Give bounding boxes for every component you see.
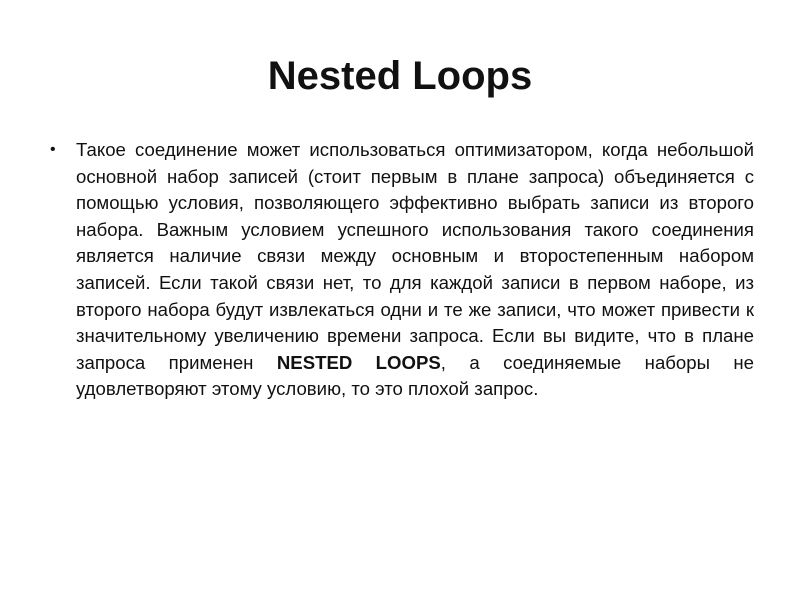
bullet-item [48,137,754,403]
bullet-text-part1: Такое соединение может использоваться оптимизатором, когда небольшой основной набор записей (стоит первым в плане запроса) объединяется с помощью условия, позволяющего эффективно выбрать записи из второго набора. Важным условием успешного использования такого соединения является наличие связи между основным и второстепенным набором записей. Если такой связи нет, то для каждой записи в первом наборе, из второго набора будут извлекаться одни и те же записи, что может привести к значительному увеличению времени запроса. Если вы видите, что в плане запроса применен [76,139,754,373]
bullet-text-part2: , а соединяемые наборы не удовлетворяют этому условию, то это плохой запрос. [76,351,754,400]
bullet-text [76,137,754,403]
slide-title: Nested Loops [267,54,533,98]
bullet-text-emphasis: NESTED LOOPS [276,351,441,373]
bullet-icon: • [50,141,56,158]
slide-content [48,137,754,403]
